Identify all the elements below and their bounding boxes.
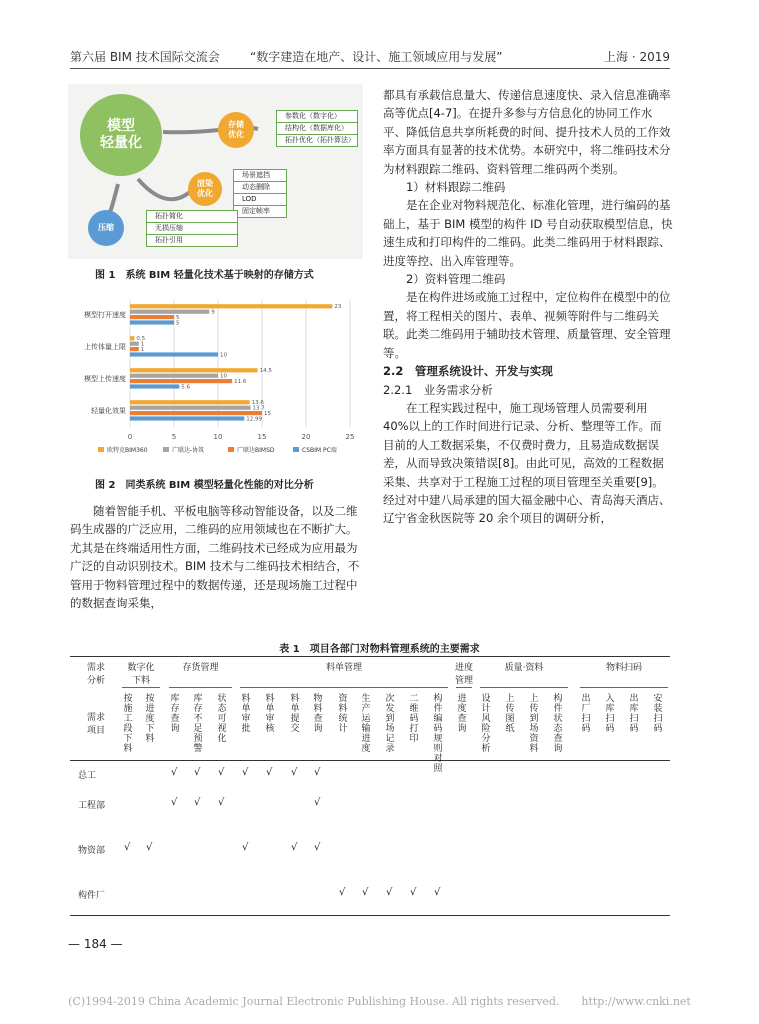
- section-heading: 2.2 管理系统设计、开发与实现: [383, 364, 553, 379]
- table-1-caption: 表 1 项目各部门对物料管理系统的主要需求: [279, 644, 480, 655]
- bar: [130, 336, 134, 340]
- table-column-header: 安装扫码: [653, 694, 663, 734]
- table-column-header: 设计风险分析: [481, 694, 491, 754]
- bar-chart: [68, 295, 363, 467]
- x-tick-label: 10: [213, 433, 223, 441]
- storage-item: 拓扑优化（拓扑算法）: [285, 136, 355, 144]
- table-check-mark: √: [410, 887, 417, 898]
- storage-items-box: [276, 110, 358, 147]
- table-column-header: 按施工段下料: [123, 694, 133, 754]
- table-group-header: 数字化 下料: [127, 663, 155, 686]
- x-tick-label: 25: [345, 433, 355, 441]
- table-check-mark: √: [194, 767, 201, 778]
- storage-item: 参数化（数字化）: [277, 111, 357, 123]
- table-column-header: 入库扫码: [605, 694, 615, 734]
- figure-2-chart: [68, 295, 363, 467]
- table-column-header: 构件编码规则对照: [433, 694, 443, 774]
- data-label: 5.6: [181, 384, 191, 391]
- category-label: 轻量化效果: [91, 407, 126, 415]
- data-label: 1: [140, 346, 145, 353]
- bar: [130, 379, 232, 383]
- table-row-label: 总工: [78, 771, 97, 781]
- table-check-mark: √: [171, 797, 178, 808]
- group-underline: [240, 687, 448, 689]
- bar: [130, 406, 251, 410]
- legend-label: 广联达-协筑: [172, 447, 205, 454]
- data-label: 5: [176, 314, 180, 321]
- left-body-text: 随着智能手机、平板电脑等移动智能设备，以及二维码生成器的广泛应用，二维码的应用领域也在不断扩大。尤其是在终端适用性方面，二维码技术已经成为应用最为广泛的自动识别技术。BIM 技术与二维码技术相结合，不管用于物料管理过程中的数据传递，还是现场施工过程中的数据查询采集，: [70, 504, 360, 611]
- bar: [130, 416, 244, 420]
- table-check-mark: √: [124, 842, 131, 853]
- table-check-mark: √: [314, 797, 321, 808]
- legend-swatch: [293, 447, 299, 452]
- table-row-label: 物资部: [78, 846, 106, 856]
- x-tick-label: 5: [171, 433, 177, 441]
- figure-1-diagram: [68, 84, 363, 259]
- data-label: 13.7: [252, 405, 265, 412]
- table-group-header: 物料扫码: [605, 663, 642, 673]
- data-label: 12.99: [246, 416, 263, 423]
- render-item: 动态删除: [234, 182, 286, 194]
- table-check-mark: √: [146, 842, 153, 853]
- render-items-box: [233, 169, 287, 218]
- table-check-mark: √: [314, 842, 321, 853]
- bar: [130, 411, 262, 415]
- compress-item: 拓扑简化: [147, 211, 237, 223]
- data-label: 13.6: [251, 400, 264, 407]
- group-underline: [169, 687, 232, 689]
- table-column-header: 进度查询: [457, 694, 467, 734]
- table-check-mark: √: [386, 887, 393, 898]
- data-label: 9: [211, 309, 215, 316]
- data-label: 14.5: [259, 368, 272, 375]
- storage-item: 结构化（数据库化）: [277, 123, 357, 135]
- node-compression: 压缩: [88, 210, 124, 246]
- paragraph: 都具有承载信息量大、传递信息速度快、录入信息准确率高等优点[4-7]。在提升多参与方信息化的协同工作水平、降低信息共享所耗费的时间、提升技术人员的工作效率方面具有显著的技术优势。本研究中，将二维码技术分为材料跟踪二维码、资料管理二维码两个类别。: [383, 88, 671, 176]
- data-label: 11.6: [234, 378, 247, 385]
- bar: [130, 342, 139, 346]
- table-column-header: 库存查询: [170, 694, 180, 734]
- group-underline: [122, 687, 160, 689]
- table-check-mark: √: [339, 887, 346, 898]
- table-check-mark: √: [218, 797, 225, 808]
- table-group-header: 料单管理: [325, 663, 362, 673]
- figure-2-caption: 图 2 同类系统 BIM 模型轻量化性能的对比分析: [95, 480, 314, 491]
- table-column-header: 料单审批: [241, 694, 251, 734]
- table-check-mark: √: [314, 767, 321, 778]
- table-column-header: 次发到场记录: [385, 694, 395, 754]
- legend-label: 广联达BIMSD: [237, 447, 275, 454]
- table-check-mark: √: [171, 767, 178, 778]
- legend-swatch: [228, 447, 234, 452]
- table-column-header: 资料统计: [338, 694, 348, 734]
- table-check-mark: √: [291, 842, 298, 853]
- table-check-mark: √: [291, 767, 298, 778]
- table-column-header: 按进度下料: [145, 694, 155, 744]
- table-column-header: 出厂扫码: [581, 694, 591, 734]
- group-underline: [480, 687, 568, 689]
- table-group-header: 存货管理: [182, 663, 219, 673]
- compress-item: 无损压缩: [147, 223, 237, 235]
- group-underline: [456, 687, 472, 689]
- bar: [130, 384, 179, 388]
- data-label: 15: [264, 410, 271, 417]
- paragraph: 是在构件进场或施工过程中，定位构件在模型中的位置，将工程相关的图片、表单、视频等附件与二维码关联。此类二维码用于辅助技术管理、质量管理、安全管理等。: [383, 290, 671, 360]
- table-column-header: 料单提交: [290, 694, 300, 734]
- table-column-header: 二维码打印: [409, 694, 419, 744]
- table-check-mark: √: [194, 797, 201, 808]
- table-top-rule: [70, 656, 670, 657]
- category-label: 模型打开速度: [84, 311, 126, 319]
- category-label: 模型上传速度: [84, 375, 126, 383]
- table-check-mark: √: [242, 842, 249, 853]
- legend-swatch: [163, 447, 169, 452]
- legend-swatch: [98, 447, 104, 452]
- bar: [130, 310, 209, 314]
- table-corner-bottom: 需求 项目: [86, 713, 105, 736]
- table-check-mark: √: [218, 767, 225, 778]
- table-row-label: 工程部: [78, 801, 106, 811]
- figure-1-caption: 图 1 系统 BIM 轻量化技术基于映射的存储方式: [95, 270, 314, 281]
- table-row-label: 构件厂: [78, 891, 106, 901]
- right-column: [383, 86, 673, 528]
- table-check-mark: √: [362, 887, 369, 898]
- header-rule: [70, 68, 670, 69]
- bar: [130, 352, 218, 356]
- x-tick-label: 15: [257, 433, 267, 441]
- paragraph: 在工程实践过程中，施工现场管理人员需要利用 40%以上的工作时间进行记录、分析、整理等工作。而目前的人工数据采集，不仅费时费力，且易造成数据误差，从而导致决策错误[8]。由此可见，高效的工程数据采集、共享对于工程施工过程的项目管理至关重要[9]。经过对中建八局承建的国大福金融中心、青岛海天酒店、辽宁省金秋医院等 20 余个项目的调研分析，: [383, 400, 671, 526]
- table-column-header: 生产运输进度: [361, 694, 371, 754]
- bar: [130, 374, 218, 378]
- table-group-header: 进度 管理: [454, 663, 473, 686]
- data-label: 10: [220, 373, 227, 380]
- table-column-header: 上传图纸: [505, 694, 515, 734]
- node-storage-optimization: 存储 优化: [218, 112, 254, 148]
- center-node-model-lightweight: 模型 轻量化: [80, 94, 162, 176]
- data-label: 5: [176, 320, 180, 327]
- paragraph: 是在企业对物料规范化、标准化管理，进行编码的基础上，基于 BIM 模型的构件 ID 号自动获取模型信息，快速生成和打印构件的二维码。此类二维码用于材料跟踪、进度等控、出入库管理等。: [383, 198, 673, 268]
- table-check-mark: √: [266, 767, 273, 778]
- category-label: 上传体量上限: [84, 343, 126, 351]
- x-tick-label: 20: [301, 433, 311, 441]
- subheading: 1）材料跟踪二维码: [406, 180, 506, 195]
- copyright-footer: (C)1994-2019 China Academic Journal Electronic Publishing House. All rights reserved. http://www.cnki.net: [68, 995, 691, 1008]
- bar: [130, 400, 250, 404]
- table-group-header: 质量·资料: [504, 663, 544, 673]
- table-column-header: 库存不足预警: [193, 694, 203, 754]
- bar: [130, 315, 174, 319]
- header-theme: “数字建造在地产、设计、施工领域应用与发展”: [250, 50, 503, 64]
- table-column-header: 物料查询: [313, 694, 323, 734]
- table-column-header: 出库扫码: [629, 694, 639, 734]
- table-column-header: 上传到场资料: [529, 694, 539, 754]
- x-tick-label: 0: [127, 433, 133, 441]
- data-label: 23: [334, 304, 342, 311]
- bar: [130, 368, 258, 372]
- table-column-header: 料单审核: [265, 694, 275, 734]
- legend-label: 欧特克BIM360: [107, 447, 148, 454]
- subsection-heading: 2.2.1 业务需求分析: [383, 382, 493, 397]
- table-bottom-rule: [70, 915, 670, 916]
- header-conference: 第六届 BIM 技术国际交流会: [70, 50, 220, 64]
- render-item: LOD: [234, 194, 286, 206]
- render-item: 固定帧率: [242, 207, 270, 215]
- data-label: 0.5: [136, 336, 146, 343]
- table-header-rule: [70, 760, 670, 761]
- bar: [130, 347, 139, 351]
- table-check-mark: √: [434, 887, 441, 898]
- running-header: [70, 48, 670, 66]
- page-number: — 184 —: [68, 937, 123, 951]
- legend-label: CSBIM PC端: [302, 447, 337, 454]
- header-location: 上海 · 2019: [604, 50, 670, 64]
- table-column-header: 构件状态查询: [553, 694, 563, 754]
- table-corner-top: 需求 分析: [86, 663, 105, 686]
- subheading: 2）资料管理二维码: [406, 272, 506, 287]
- compress-items-box: [146, 210, 238, 247]
- table-check-mark: √: [242, 767, 249, 778]
- group-underline: [580, 687, 668, 689]
- compress-item: 拓扑引用: [155, 236, 183, 244]
- table-column-header: 状态可视化: [217, 694, 227, 744]
- bar: [130, 320, 174, 324]
- bar: [130, 304, 332, 308]
- node-render-optimization: 渲染 优化: [188, 172, 222, 206]
- data-label: 1: [140, 341, 145, 348]
- render-item: 场景遮挡: [234, 170, 286, 182]
- data-label: 10: [220, 352, 227, 359]
